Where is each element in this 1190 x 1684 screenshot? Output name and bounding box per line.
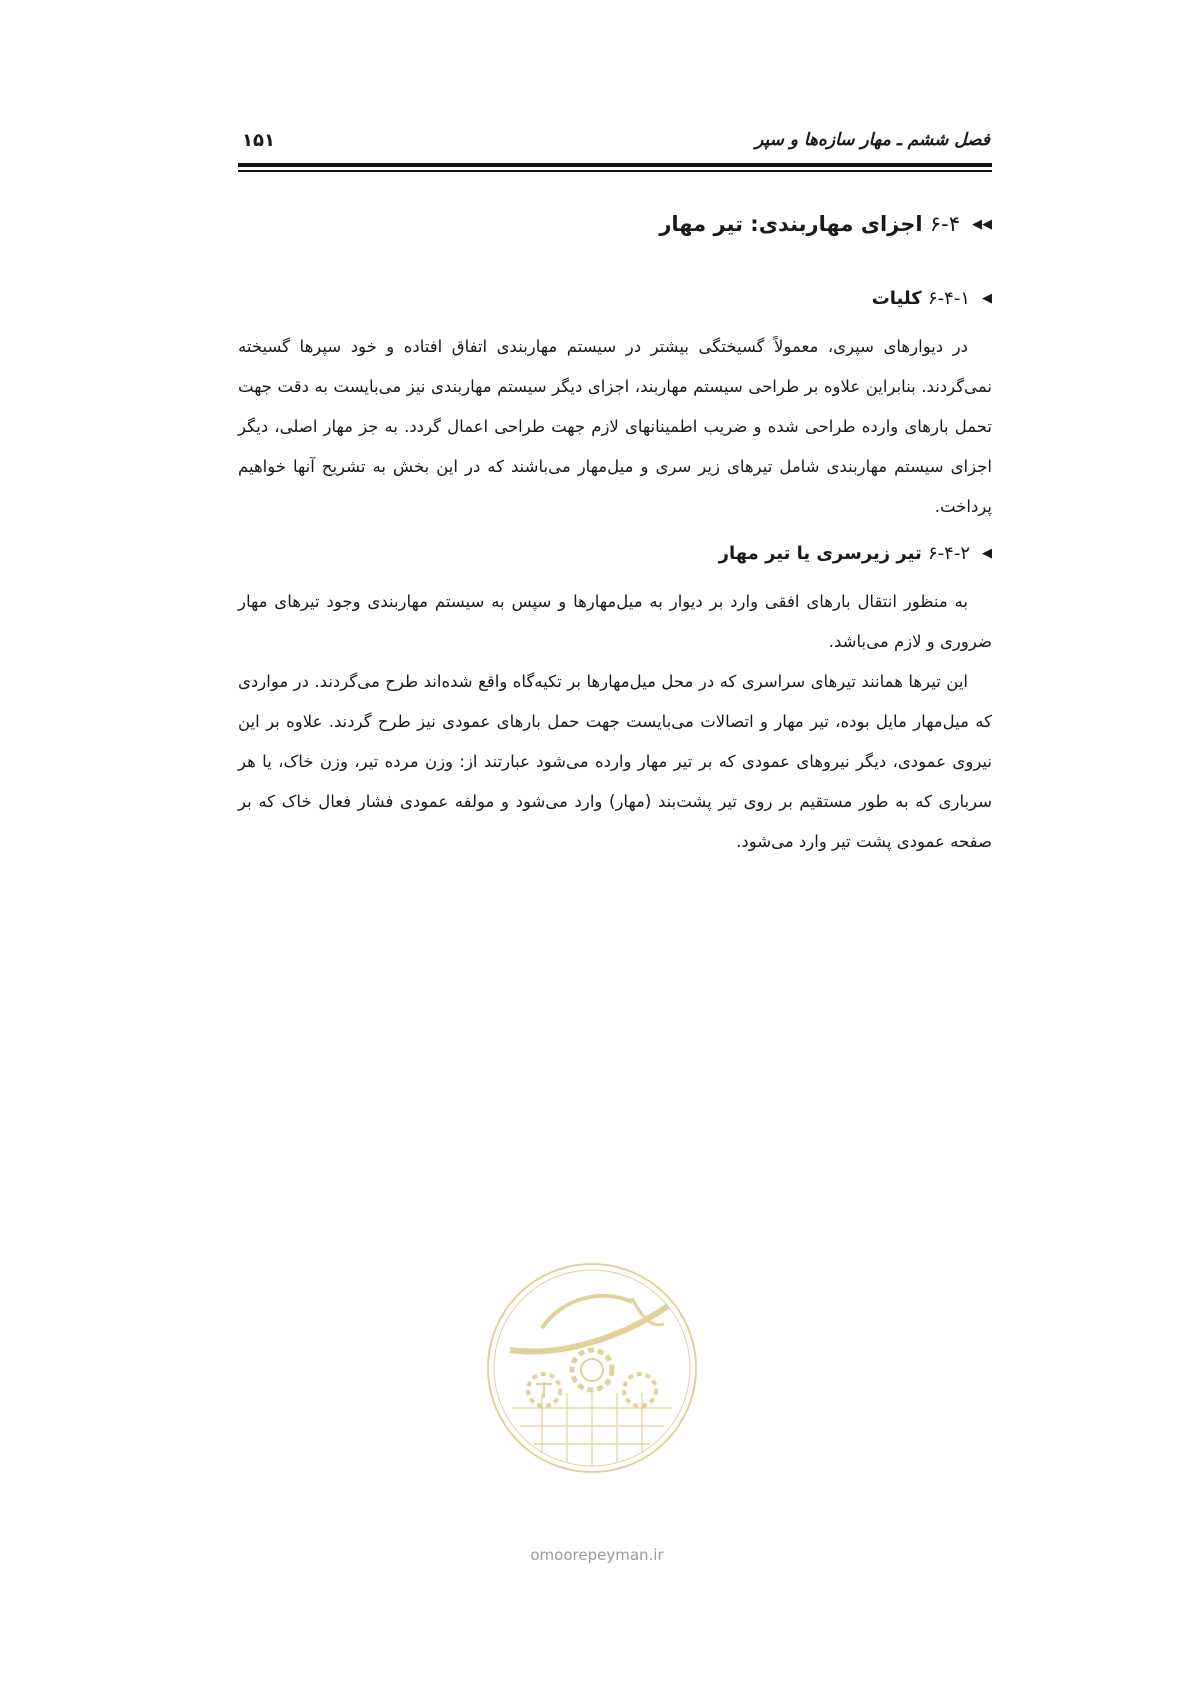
header-rule-thick	[238, 163, 992, 167]
subsection-title: تیر زیرسری یا تیر مهار	[718, 543, 922, 564]
page-number: ۱۵۱	[242, 130, 275, 151]
arrow-icon: ◀	[982, 546, 992, 561]
header-rule-thin	[238, 170, 992, 172]
chapter-title: فصل ششم ـ مهار سازه‌ها و سپر	[755, 130, 990, 150]
paragraph: به منظور انتقال بارهای افقی وارد بر دیوار به میل‌مهارها و سپس به سیستم مهاربندی وجود تیرهای مهار ضروری و لازم می‌باشد.	[238, 592, 992, 651]
double-arrow-icon: ◀◀	[972, 216, 992, 232]
subsection-heading-1	[238, 288, 992, 309]
subsection-number: ۶-۴-۱	[928, 288, 970, 309]
arrow-icon: ◀	[982, 291, 992, 306]
watermark-caption: omoorepeyman.ir	[530, 1546, 664, 1564]
paragraph: این تیرها همانند تیرهای سراسری که در محل میل‌مهارها بر تکیه‌گاه واقع شده‌اند طرح می‌گردند. در مواردی که میل‌مهار مایل بوده، تیر مهار و اتصالات می‌بایست جهت حمل بارهای عمودی نیز طرح گردند. علاوه بر این نیروی عمودی، دیگر نیروهای عمودی که بر تیر مهار وارده می‌شود عبارتند از: وزن مرده تیر، وزن خاک، یا هر سرباری که به طور مستقیم بر روی تیر پشت‌بند (مهار) وارد می‌شود و مولفه عمودی فشار فعال خاک که بر صفحه عمودی پشت تیر وارد می‌شود.	[238, 672, 992, 851]
main-content	[238, 212, 992, 862]
subsection-heading-2	[238, 543, 992, 564]
watermark-logo	[482, 1258, 702, 1478]
section-title: اجزای مهاربندی: تیر مهار	[659, 212, 923, 236]
section-number: ۶-۴	[929, 212, 960, 236]
section-heading	[238, 212, 992, 236]
subsection-title: کلیات	[871, 288, 922, 309]
paragraph: در دیوارهای سپری، معمولاً گسیختگی بیشتر در سیستم مهاربندی اتفاق افتاده و خود سپرها گسیخته نمی‌گردند. بنابراین علاوه بر طراحی سیستم مهاربند، اجزای دیگر سیستم مهاربندی نیز می‌بایست به دقت جهت تحمل بارهای وارده طراحی شده و ضریب اطمینانهای لازم جهت طراحی اعمال گردد. به جز مهار اصلی، دیگر اجزای سیستم مهاربندی شامل تیرهای زیر سری و میل‌مهار می‌باشند که در این بخش به تشریح آنها خواهیم پرداخت.	[238, 337, 992, 516]
subsection-number: ۶-۴-۲	[928, 543, 970, 564]
running-head	[238, 128, 992, 158]
